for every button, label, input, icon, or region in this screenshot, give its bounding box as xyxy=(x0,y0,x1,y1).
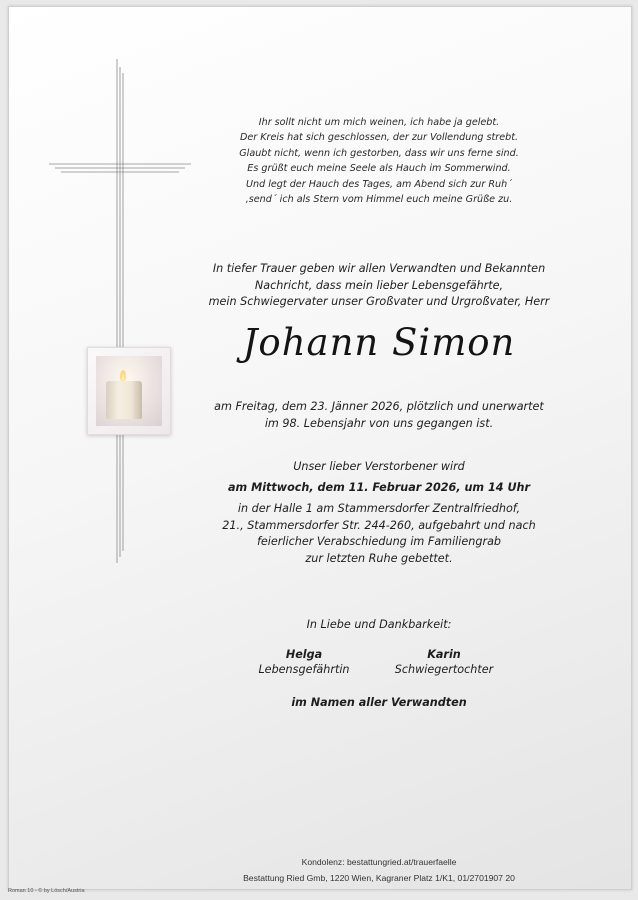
signatory-karin xyxy=(369,647,519,677)
announcement-intro xyxy=(169,261,589,311)
closing-line xyxy=(169,695,589,711)
deceased-name: Johann Simon xyxy=(242,321,516,364)
poem-line: Es grüßt euch meine Seele als Hauch im Sommerwind. xyxy=(247,163,511,175)
intro-line: In tiefer Trauer geben wir allen Verwandten und Bekannten xyxy=(212,262,546,275)
intro-line: mein Schwiegervater unser Großvater und Urgroßvater, Herr xyxy=(208,295,550,308)
candle-icon xyxy=(87,347,171,435)
signatory-role: Schwiegertochter xyxy=(394,663,494,676)
love-text: In Liebe und Dankbarkeit: xyxy=(306,618,452,631)
funeral-detail-line: in der Halle 1 am Stammersdorfer Zentralfriedhof, xyxy=(237,502,521,515)
template-credit: Roman 10 - © by Lösch/Austria xyxy=(8,888,85,894)
poem-line: Der Kreis hat sich geschlossen, der zur Vollendung strebt. xyxy=(239,132,519,144)
signatory-helga xyxy=(229,647,379,677)
funeral-home-address: Bestattung Ried Gmb, 1220 Wien, Kagraner Platz 1/K1, 01/2701907 20 xyxy=(243,873,515,883)
obituary-sheet xyxy=(8,6,632,890)
signatory-role: Lebensgefährtin xyxy=(258,663,350,676)
candle-photo xyxy=(96,356,162,426)
condolence-link: Kondolenz: bestattungried.at/trauerfaelle xyxy=(301,857,457,867)
closing-text: im Namen aller Verwandten xyxy=(291,696,467,709)
funeral-detail-line: feierlicher Verabschiedung im Familiengrab xyxy=(256,535,502,548)
memorial-poem xyxy=(169,115,589,207)
funeral-detail-line: 21., Stammersdorfer Str. 244-260, aufgebahrt und nach xyxy=(222,518,536,532)
funeral-detail-line: zur letzten Ruhe gebettet. xyxy=(305,551,453,565)
death-line: im 98. Lebensjahr von uns gegangen ist. xyxy=(264,416,494,430)
signatory-name: Karin xyxy=(427,648,461,661)
poem-line: Glaubt nicht, wenn ich gestorben, dass wir uns ferne sind. xyxy=(239,147,519,159)
poem-line: ‚send´ ich als Stern vom Himmel euch meine Grüße zu. xyxy=(245,194,513,206)
intro-line: Nachricht, dass mein lieber Lebensgefährte, xyxy=(254,278,504,292)
poem-line: Ihr sollt nicht um mich weinen, ich habe ja gelebt. xyxy=(258,117,500,128)
love-line xyxy=(169,617,589,634)
funeral-datetime: am Mittwoch, dem 11. Februar 2026, um 14 Uhr xyxy=(227,480,531,494)
candle-body xyxy=(106,381,142,419)
signatory-name: Helga xyxy=(285,648,323,661)
death-notice xyxy=(169,399,589,432)
poem-line: Und legt der Hauch des Tages, am Abend sich zur Ruh´ xyxy=(246,178,512,190)
funeral-intro: Unser lieber Verstorbener wird xyxy=(293,460,465,473)
death-line: am Freitag, dem 23. Jänner 2026, plötzlich und unerwartet xyxy=(214,400,544,413)
funeral-details xyxy=(169,459,589,567)
